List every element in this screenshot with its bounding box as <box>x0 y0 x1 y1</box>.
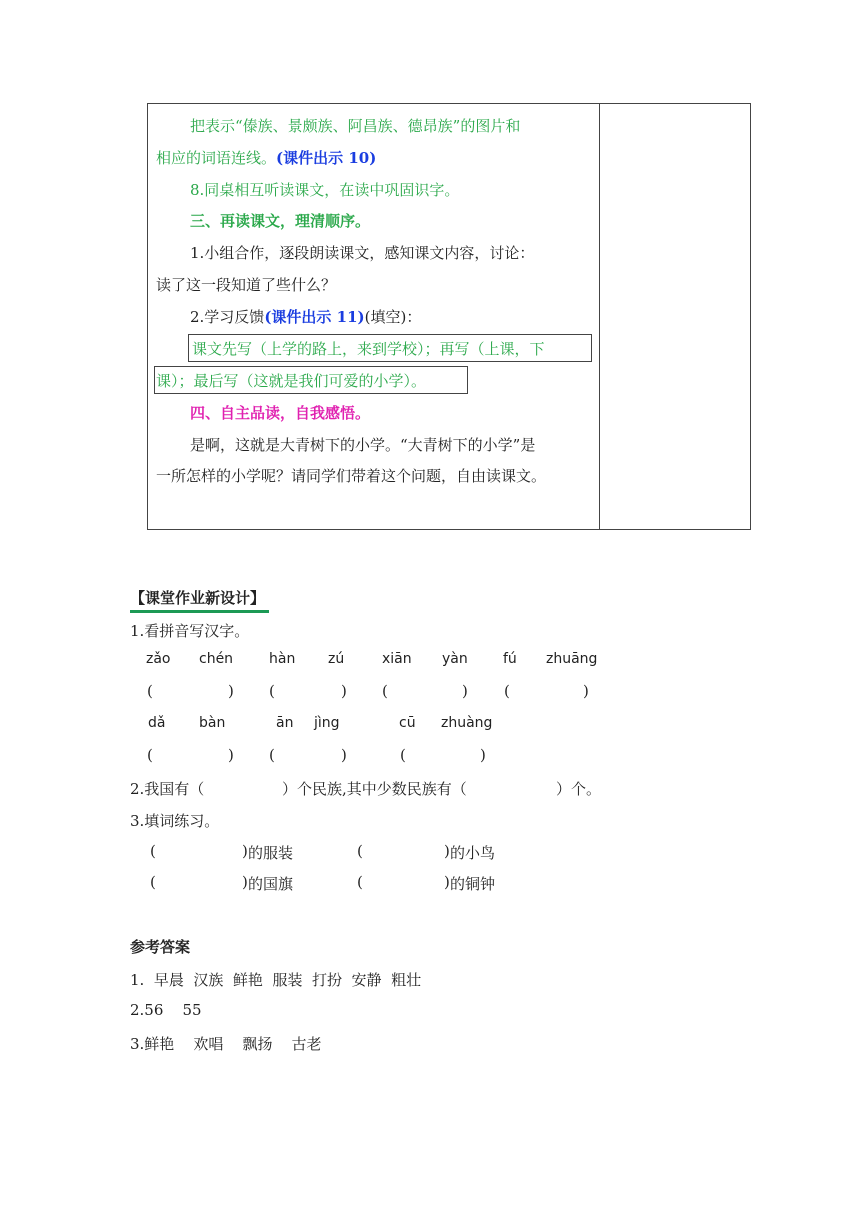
blank-close: ) <box>228 682 234 700</box>
blank-open: ( <box>504 682 510 700</box>
lesson-table <box>147 103 751 530</box>
blank-open: ( <box>357 842 363 860</box>
homework-title: 【课堂作业新设计】 <box>130 587 269 613</box>
blank-close: ) <box>462 682 468 700</box>
pinyin: zú <box>328 651 345 667</box>
question-3: 3.填词练习。 <box>130 812 220 830</box>
text-segment: 相应的词语连线。 <box>156 149 277 167</box>
fill-word: 的国旗 <box>248 875 294 893</box>
answer-1: 1. 早晨 汉族 鲜艳 服装 打扮 安静 粗壮 <box>130 971 422 989</box>
text-line: 1.小组合作，逐段朗读课文，感知课文内容，讨论： <box>190 244 535 262</box>
pinyin: yàn <box>442 651 468 667</box>
courseware-label: (课件出示 11) <box>264 308 365 326</box>
pinyin: bàn <box>199 715 226 731</box>
fill-word: 的小鸟 <box>450 844 496 862</box>
pinyin: cū <box>399 715 416 731</box>
blank-open: ( <box>357 873 363 891</box>
question-2-part2: ）个民族,其中少数民族有（ <box>282 780 467 798</box>
text-line: 一所怎样的小学呢？请同学们带着这个问题，自由读课文。 <box>156 467 547 485</box>
pinyin: ān <box>276 715 294 731</box>
blank-close: ) <box>480 746 486 764</box>
text-line <box>156 148 596 168</box>
blank-close: ) <box>583 682 589 700</box>
blank-close: ) <box>242 842 248 860</box>
blank-close: ) <box>444 842 450 860</box>
section-heading: 三、再读课文，理清顺序。 <box>190 212 371 230</box>
text-line: 课）；最后写（这就是我们可爱的小学）。 <box>156 372 427 390</box>
answer-2: 2.56 55 <box>130 1001 202 1019</box>
text-segment: (填空)： <box>364 308 422 326</box>
text-line: 课文先写（上学的路上，来到学校）；再写（上课，下 <box>192 340 545 358</box>
pinyin: dǎ <box>148 715 166 731</box>
text-line <box>190 307 630 327</box>
blank-open: ( <box>382 682 388 700</box>
pinyin: chén <box>199 651 234 667</box>
section-heading: 四、自主品读，自我感悟。 <box>190 404 371 422</box>
pinyin: jìng <box>314 715 340 731</box>
pinyin: zǎo <box>146 651 171 667</box>
courseware-label: (课件出示 10) <box>276 149 377 167</box>
answer-3: 3.鲜艳 欢唱 飘扬 古老 <box>130 1035 322 1053</box>
blank-close: ) <box>341 746 347 764</box>
pinyin: zhuāng <box>546 651 598 667</box>
question-2-part1: 2.我国有（ <box>130 780 205 798</box>
fill-word: 的服装 <box>248 844 294 862</box>
blank-open: ( <box>147 682 153 700</box>
blank-close: ) <box>242 873 248 891</box>
answers-title: 参考答案 <box>130 938 191 956</box>
blank-close: ) <box>228 746 234 764</box>
text-line: 是啊，这就是大青树下的小学。“大青树下的小学”是 <box>190 436 536 454</box>
pinyin: hàn <box>269 651 296 667</box>
blank-open: ( <box>147 746 153 764</box>
blank-open: ( <box>400 746 406 764</box>
blank-open: ( <box>269 746 275 764</box>
blank-open: ( <box>269 682 275 700</box>
pinyin: xiān <box>382 651 412 667</box>
text-line: 8.同桌相互听读课文，在读中巩固识字。 <box>190 181 460 199</box>
blank-close: ) <box>444 873 450 891</box>
text-segment: 2.学习反馈 <box>190 308 265 326</box>
fill-word: 的铜钟 <box>450 875 496 893</box>
pinyin: zhuàng <box>441 715 493 731</box>
question-1: 1.看拼音写汉字。 <box>130 622 250 640</box>
text-line: 读了这一段知道了些什么？ <box>156 276 337 294</box>
blank-open: ( <box>150 873 156 891</box>
question-2-part3: ）个。 <box>556 780 602 798</box>
blank-open: ( <box>150 842 156 860</box>
text-line: 把表示“傣族、景颇族、阿昌族、德昂族”的图片和 <box>190 117 521 135</box>
blank-close: ) <box>341 682 347 700</box>
pinyin: fú <box>503 651 517 667</box>
